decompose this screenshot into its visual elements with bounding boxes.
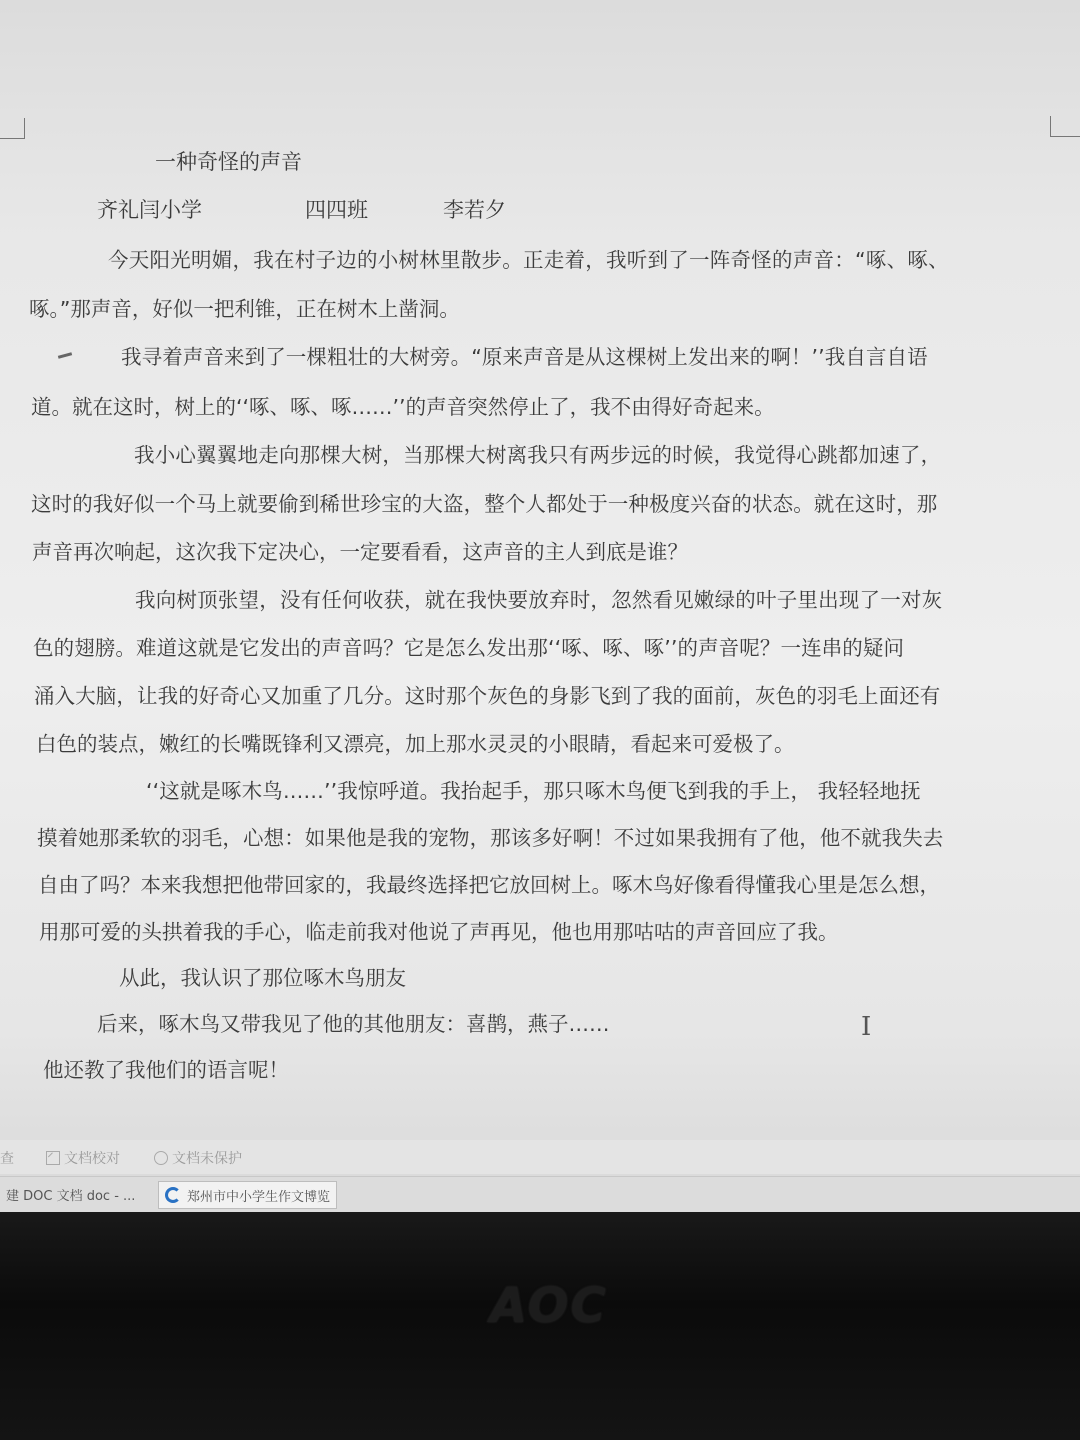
document-line-9: 色的翅膀。难道这就是它发出的声音吗？它是怎么发出那‘‘啄、啄、啄’’的声音呢？一连串的疑问 bbox=[33, 636, 905, 660]
doc-check-label: 文档校对 bbox=[64, 1151, 120, 1167]
document-line-6: 这时的我好似一个马上就要偷到稀世珍宝的大盗，整个人都处于一种极度兴奋的状态。就在这时，那 bbox=[31, 492, 938, 516]
document-line-14: 自由了吗？本来我想把他带回家的，我最终选择把它放回树上。啄木鸟好像看得懂我心里是怎么想， bbox=[38, 873, 940, 897]
document-line-2: 啄。”那声音，好似一把利锥，正在树木上凿洞。 bbox=[29, 297, 460, 321]
document-line-4: 道。就在这时，树上的‘‘啄、啄、啄……’’的声音突然停止了，我不由得好奇起来。 bbox=[31, 395, 775, 419]
doc-protect-button[interactable] bbox=[154, 1148, 242, 1168]
document-line-8: 我向树顶张望，没有任何收获，就在我快要放弃时，忽然看见嫩绿的叶子里出现了一对灰 bbox=[135, 588, 943, 612]
protect-icon bbox=[154, 1151, 168, 1165]
monitor-brand-logo: AOC bbox=[490, 1278, 608, 1334]
document-line-7: 声音再次响起，这次我下定决心，一定要看看，这声音的主人到底是谁？ bbox=[32, 540, 688, 564]
document-line-12: ‘‘这就是啄木鸟……’’我惊呼道。我抬起手，那只啄木鸟便飞到我的手上， 我轻轻地抚 bbox=[146, 779, 921, 803]
document-line-16: 从此，我认识了那位啄木鸟朋友 bbox=[119, 966, 406, 990]
page-corner-marker-right bbox=[1050, 116, 1080, 137]
document-school: 齐礼闫小学 bbox=[97, 198, 202, 222]
page-corner-marker-left bbox=[0, 118, 25, 139]
statusbar-partial-label: 查 bbox=[0, 1151, 14, 1167]
document-line-13: 摸着她那柔软的羽毛，心想：如果他是我的宠物，那该多好啊！不过如果我拥有了他，他不就我失去 bbox=[37, 826, 944, 850]
taskbar-item-doc[interactable] bbox=[0, 1181, 141, 1207]
statusbar bbox=[0, 1140, 1080, 1174]
document-line-5: 我小心翼翼地走向那棵大树，当那棵大树离我只有两步远的时候，我觉得心跳都加速了， bbox=[134, 443, 942, 467]
document-line-1: 今天阳光明媚，我在村子边的小树林里散步。正走着，我听到了一阵奇怪的声音：“啄、啄、 bbox=[108, 248, 949, 272]
taskbar-item-browser[interactable] bbox=[158, 1181, 337, 1209]
statusbar-partial-item[interactable] bbox=[0, 1148, 14, 1168]
document-line-18: 他还教了我他们的语言呢！ bbox=[43, 1058, 289, 1082]
taskbar bbox=[0, 1176, 1080, 1212]
document-author: 李若夕 bbox=[443, 198, 506, 222]
taskbar-item-doc-label: 建 DOC 文档 doc - ... bbox=[6, 1188, 136, 1204]
document-line-10: 涌入大脑，让我的好奇心又加重了几分。这时那个灰色的身影飞到了我的面前，灰色的羽毛上面还有 bbox=[34, 684, 941, 708]
document-line-11: 白色的装点，嫩红的长嘴既锋利又漂亮，加上那水灵灵的小眼睛，看起来可爱极了。 bbox=[36, 732, 795, 756]
taskbar-item-browser-label: 郑州市中小学生作文博览 bbox=[187, 1189, 331, 1205]
doc-check-icon bbox=[46, 1151, 60, 1165]
document-class: 四四班 bbox=[305, 198, 368, 222]
text-cursor-icon: I bbox=[861, 1012, 872, 1042]
browser-icon bbox=[165, 1187, 181, 1203]
doc-protect-label: 文档未保护 bbox=[172, 1151, 242, 1167]
doc-check-button[interactable] bbox=[46, 1148, 120, 1168]
document-title: 一种奇怪的声音 bbox=[155, 150, 302, 174]
document-line-3: 我寻着声音来到了一棵粗壮的大树旁。“原来声音是从这棵树上发出来的啊！’’我自言自语 bbox=[121, 345, 928, 369]
document-line-17: 后来，啄木鸟又带我见了他的其他朋友：喜鹊，燕子…… bbox=[97, 1012, 610, 1036]
stray-mark bbox=[58, 352, 72, 359]
document-line-15: 用那可爱的头拱着我的手心，临走前我对他说了声再见，他也用那咕咕的声音回应了我。 bbox=[39, 920, 839, 944]
